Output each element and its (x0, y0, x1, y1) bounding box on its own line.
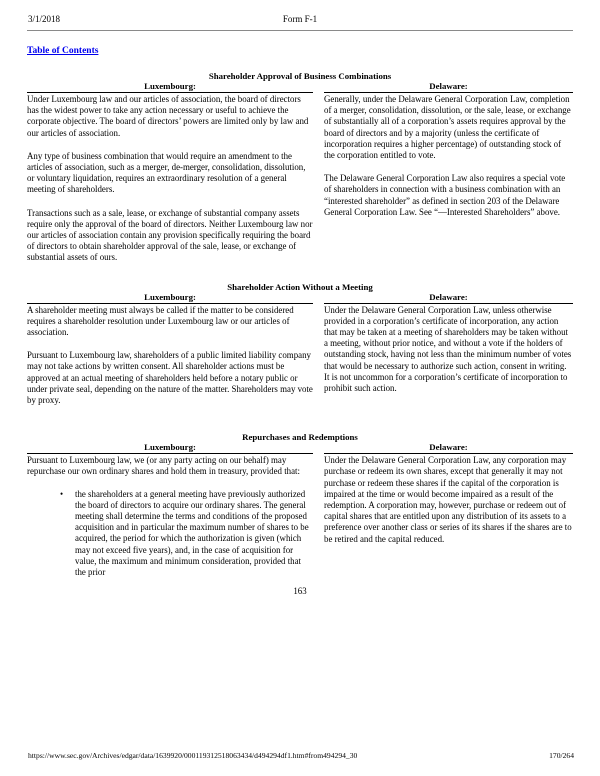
column-luxembourg (27, 81, 313, 275)
column-header-delaware: Delaware: (324, 292, 573, 304)
column-luxembourg (27, 442, 313, 578)
bullet-text: the shareholders at a general meeting have previously authorized the board of directors to acquire our ordinary shares. The general meeting shall determine the terms and conditions of the proposed acquisition and in particular the maximum number of shares to be acquired, the period for which the authorization is given (which may not exceed five years), and, in the case of acquisition for value, the maximum and minimum consideration, provided that the prior (75, 488, 309, 578)
section-title: Shareholder Action Without a Meeting (227, 281, 373, 292)
comparison-columns (27, 292, 573, 418)
paragraph: Transactions such as a sale, lease, or exchange of substantial company assets require only the approval of the board of directors. Neither Luxembourg law nor our articles of association contain any provision specifically requiring the board of directors to obtain shareholder approval of the sale, lease, or exchange of substantial assets of ours. (27, 207, 313, 263)
comparison-columns (27, 81, 573, 275)
footer-page-indicator: 170/264 (549, 751, 574, 760)
footer-source-url: https://www.sec.gov/Archives/edgar/data/1639920/000119312518063434/d494294df1.htm#from494294_30 (28, 751, 358, 760)
column-header-delaware: Delaware: (324, 81, 573, 93)
section-title: Shareholder Approval of Business Combinations (208, 71, 392, 81)
print-header (27, 14, 573, 26)
column-header-luxembourg: Luxembourg: (27, 292, 313, 304)
column-delaware (324, 442, 573, 556)
print-footer (28, 751, 574, 760)
column-header-luxembourg: Luxembourg: (27, 442, 313, 454)
paragraph: A shareholder meeting must always be called if the matter to be considered requires a shareholder resolution under Luxembourg law or our articles of association. (27, 304, 294, 338)
paragraph: Under the Delaware General Corporation Law, unless otherwise provided in a corporation’s certificate of incorporation, any action that may be taken at a meeting of shareholders may be taken without a meeting, without prior notice, and without a vote if the holders of outstanding stock, having not less than the minimum number of votes that would be necessary to authorize such action, consent in writing. It is not uncommon for a corporation’s certificate of incorporation to prohibit such action. (324, 304, 572, 394)
column-luxembourg (27, 292, 313, 418)
print-form-title: Form F-1 (282, 14, 318, 24)
paragraph: Pursuant to Luxembourg law, we (or any party acting on our behalf) may repurchase our own ordinary shares and hold them in treasury, provided that: (27, 455, 300, 477)
column-header-luxembourg: Luxembourg: (27, 81, 313, 93)
print-date: 3/1/2018 (28, 14, 61, 24)
column-delaware (324, 292, 573, 406)
bullet-list-item (27, 489, 313, 579)
column-header-delaware: Delaware: (324, 442, 573, 454)
page-number: 163 (293, 586, 307, 597)
paragraph: Generally, under the Delaware General Corporation Law, completion of a merger, consolidation, dissolution, or the sale, lease, or exchange of substantially all of a corporation’s assets requires approval by the board of directors and by a majority (unless the certificate of incorporation requires a higher percentage) of outstanding stock of the corporation entitled to vote. (324, 94, 571, 161)
column-delaware (324, 81, 573, 229)
section-repurchases-redemptions (27, 432, 573, 578)
paragraph: Under the Delaware General Corporation Law, any corporation may purchase or redeem its own shares, except that generally it may not purchase or redeem these shares if the capital of the corporation is impaired at the time or would become impaired as a result of the redemption. A corporation may, however, purchase or redeem out of capital shares that are entitled upon any distribution of its assets to a preference over another class or series of its shares if the shares are to be retired and the capital reduced. (324, 455, 572, 544)
header-rule (27, 30, 573, 31)
comparison-columns (27, 442, 573, 578)
bullet-icon: • (60, 488, 64, 499)
paragraph: Pursuant to Luxembourg law, shareholders of a public limited liability company may not take actions by written consent. All shareholder actions must be approved at an actual meeting of shareholders held before a notary public or under private seal, depending on the nature of the matter. Shareholders may vote by proxy. (27, 350, 313, 406)
paragraph: The Delaware General Corporation Law also requires a special vote of shareholders in connection with a business combination with an “interested shareholder” as defined in section 203 of the Delaware General Corporation Law. See “—Interested Shareholders” above. (324, 173, 566, 217)
table-of-contents-link[interactable]: Table of Contents (27, 46, 99, 56)
paragraph: Under Luxembourg law and our articles of association, the board of directors has the widest power to take any action necessary or useful to achieve the corporate objective. The board of directors’ powers are limited only by law and our articles of association. (27, 94, 309, 138)
paragraph: Any type of business combination that would require an amendment to the articles of association, such as a merger, de-merger, consolidation, dissolution, or voluntary liquidation, requires an extraordinary resolution of a general meeting of shareholders. (27, 150, 306, 195)
section-action-without-meeting (27, 282, 573, 418)
section-shareholder-approval (27, 71, 573, 275)
section-title: Repurchases and Redemptions (242, 432, 358, 443)
